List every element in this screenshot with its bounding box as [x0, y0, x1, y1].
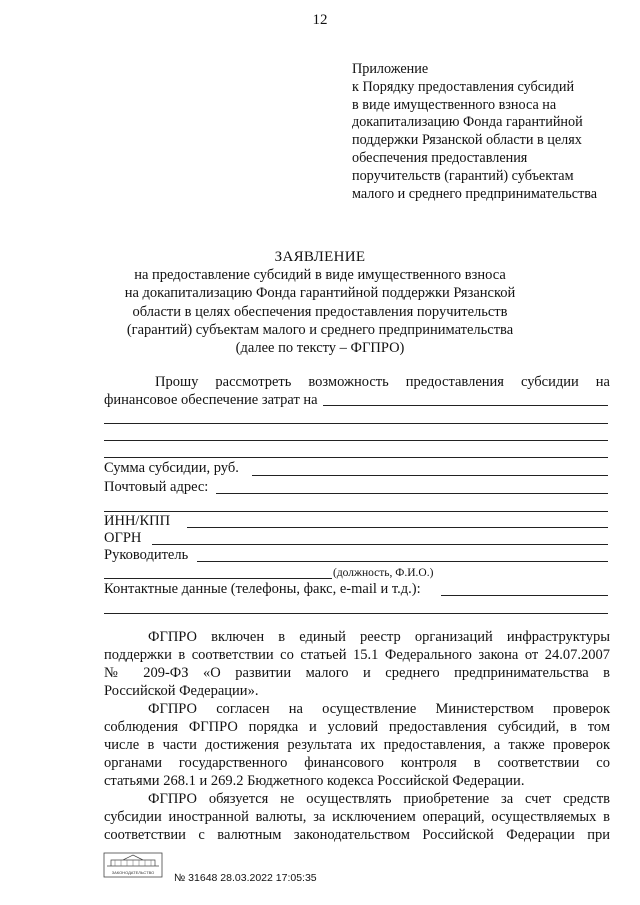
- postal-address-field-line: [104, 511, 608, 512]
- purpose-field-line: [104, 457, 608, 458]
- paragraph-line: органами государственного финансового контроля в соответствии со: [104, 755, 610, 771]
- purpose-field-line: [104, 440, 608, 441]
- stamp-logo-text: ЗАКОНОДАТЕЛЬСТВО: [111, 870, 155, 875]
- contacts-field: [441, 595, 608, 596]
- head-label: Руководитель: [104, 547, 189, 563]
- appendix-line: малого и среднего предпринимательства: [352, 185, 598, 202]
- appendix-line: к Порядку предоставления субсидий: [352, 78, 575, 95]
- purpose-field-line: [104, 423, 608, 424]
- paragraph-line: числе в части достижения результата их предоставления, а также проверок: [104, 737, 610, 753]
- registry-stamp-logo: [103, 852, 163, 878]
- subsidy-amount-field: [252, 475, 608, 476]
- paragraph-currency: [104, 790, 610, 844]
- document-registration-info: № 31648 28.03.2022 17:05:35: [174, 872, 317, 884]
- paragraph-line: Российской Федерации».: [104, 683, 259, 699]
- paragraph-line: поддержки в соответствии со статьей 15.1 Федерального закона от 24.07.2007: [104, 647, 610, 663]
- inn-kpp-field: [187, 527, 608, 528]
- contacts-label: Контактные данные (телефоны, факс, e-mail и т.д.):: [104, 581, 421, 597]
- title-line: (гарантий) субъектам малого и среднего предпринимательства: [126, 321, 514, 338]
- purpose-field-line: [323, 405, 608, 406]
- appendix-line: обеспечения предоставления: [352, 149, 528, 166]
- title-heading: ЗАЯВЛЕНИЕ: [274, 249, 366, 265]
- paragraph-line: соответствии с валютным законодательством Российской Федерации при: [104, 827, 610, 843]
- paragraph-line: статьями 268.1 и 269.2 Бюджетного кодекса Российской Федерации.: [104, 773, 525, 789]
- page-number: 12: [312, 12, 328, 28]
- title-line: (далее по тексту – ФГПРО): [235, 340, 405, 357]
- subsidy-amount-label: Сумма субсидии, руб.: [104, 460, 239, 476]
- appendix-line: докапитализацию Фонда гарантийной: [352, 114, 583, 131]
- paragraph-line: № 209-ФЗ «О развитии малого и среднего предпринимательства в: [104, 665, 610, 681]
- paragraph-line: ФГПРО обязуется не осуществлять приобретение за счет средств: [148, 791, 610, 807]
- appendix-line: в виде имущественного взноса на: [352, 96, 557, 113]
- inn-kpp-label: ИНН/КПП: [104, 513, 171, 529]
- paragraph-line: ФГПРО включен в единый реестр организаций инфраструктуры: [148, 629, 610, 645]
- request-line-1: Прошу рассмотреть возможность предоставления субсидии на: [155, 374, 610, 390]
- appendix-line: поддержки Рязанской области в целях: [352, 132, 582, 149]
- head-position-field: [104, 578, 332, 579]
- title-line: области в целях обеспечения предоставления поручительств: [132, 303, 508, 320]
- appendix-line: Приложение: [352, 61, 429, 77]
- paragraph-line: субсидии иностранной валюты, за исключением операций, осуществляемых в: [104, 809, 610, 825]
- paragraph-line: ФГПРО согласен на осуществление Министерством проверок: [148, 701, 610, 717]
- contacts-field-line: [104, 613, 608, 614]
- head-field: [197, 561, 608, 562]
- head-field-note: (должность, Ф.И.О.): [333, 567, 434, 579]
- postal-address-field: [216, 493, 608, 494]
- title-line: на предоставление субсидий в виде имущественного взноса: [134, 267, 506, 284]
- postal-address-label: Почтовый адрес:: [104, 479, 209, 495]
- appendix-line: поручительств (гарантий) субъектам: [352, 167, 574, 184]
- title-line: на докапитализацию Фонда гарантийной поддержки Рязанской: [124, 285, 516, 302]
- ogrn-label: ОГРН: [104, 530, 142, 546]
- paragraph-registry: [104, 628, 610, 700]
- document-title: [0, 248, 640, 357]
- paragraph-line: соблюдения ФГПРО порядка и условий предоставления субсидий, в том: [104, 719, 610, 735]
- appendix-block: [352, 61, 597, 203]
- request-line-2: финансовое обеспечение затрат на: [104, 392, 318, 408]
- paragraph-audit-consent: [104, 700, 610, 790]
- ogrn-field: [152, 544, 608, 545]
